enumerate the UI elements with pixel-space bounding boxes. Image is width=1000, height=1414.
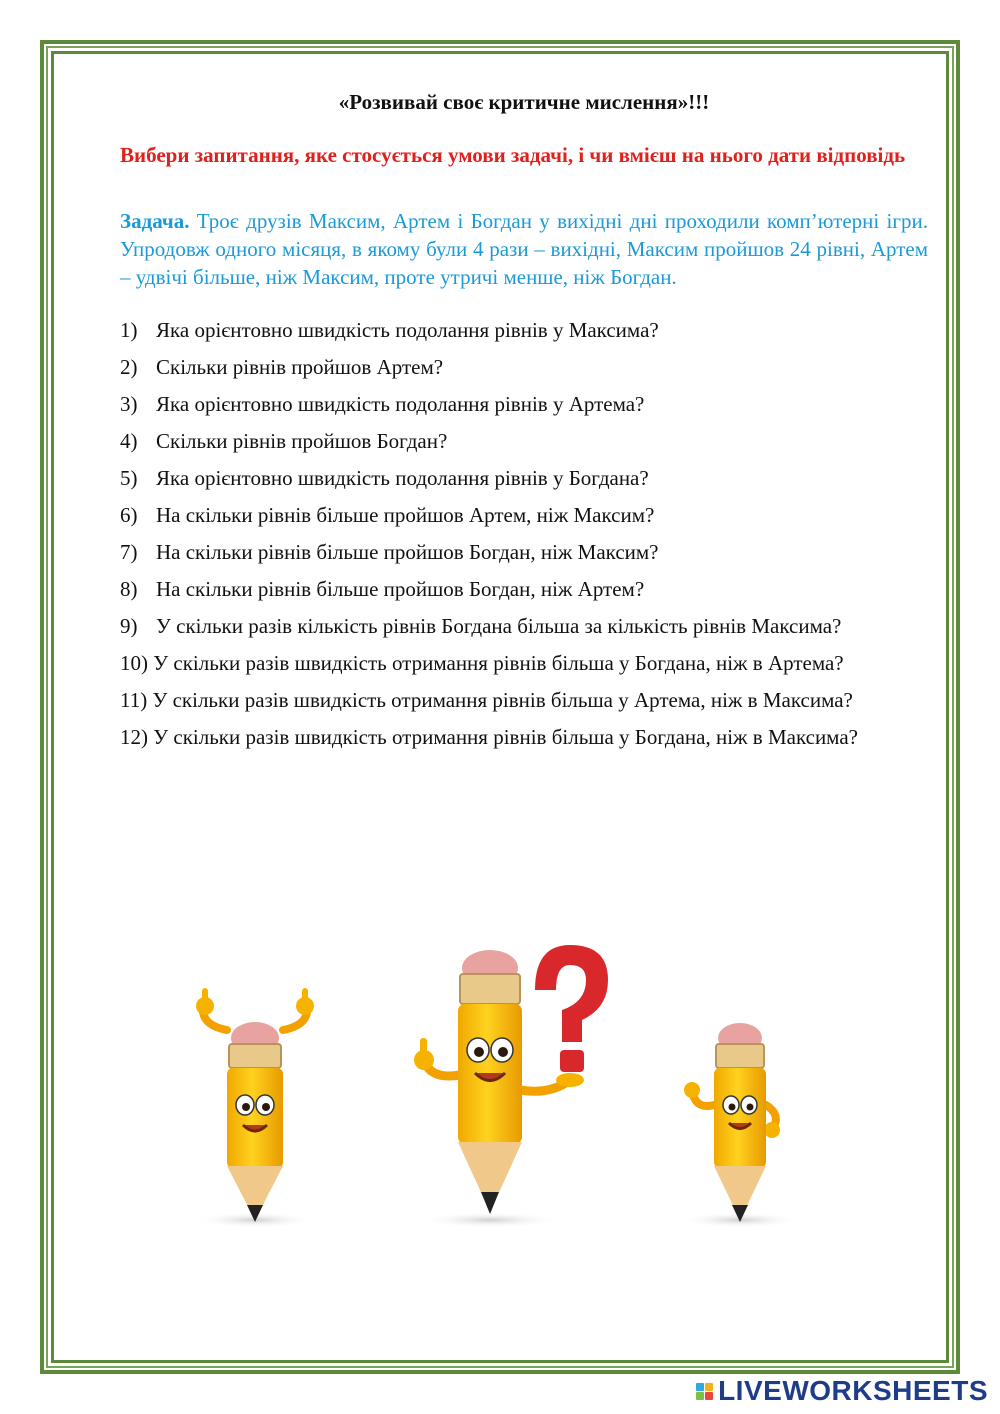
task-text: Троє друзів Максим, Артем і Богдан у вихідні дні проходили комп’ютерні ігри. Упродовж одного місяця, в якому були 4 рази – вихідні, Максим пройшов 24 рівні, Артем – удвічі більше, ніж Максим, проте утричі менше, ніж Богдан. bbox=[120, 209, 928, 289]
question-item bbox=[120, 354, 928, 380]
question-item bbox=[120, 613, 928, 639]
liveworksheets-brand-text: LIVEWORKSHEETS bbox=[718, 1375, 988, 1406]
question-item bbox=[120, 724, 928, 750]
question-number: 3) bbox=[120, 392, 138, 416]
question-item bbox=[120, 539, 928, 565]
question-text: Скільки рівнів пройшов Богдан? bbox=[156, 429, 448, 453]
pencil-characters-illustration bbox=[0, 930, 1000, 1240]
question-text: Яка орієнтовно швидкість подолання рівнів у Максима? bbox=[156, 318, 659, 342]
question-text: У скільки разів швидкість отримання рівнів більша у Богдана, ніж в Максима? bbox=[153, 725, 858, 749]
instruction-text: Вибери запитання, яке стосується умови задачі, і чи вмієш на нього дати відповідь bbox=[120, 143, 906, 167]
question-number: 4) bbox=[120, 429, 138, 453]
question-number: 1) bbox=[120, 318, 138, 342]
question-item bbox=[120, 650, 928, 676]
question-number: 9) bbox=[120, 614, 138, 638]
question-text: Яка орієнтовно швидкість подолання рівнів у Артема? bbox=[156, 392, 645, 416]
question-text: На скільки рівнів більше пройшов Богдан, ніж Максим? bbox=[156, 540, 659, 564]
question-text: Яка орієнтовно швидкість подолання рівнів у Богдана? bbox=[156, 466, 649, 490]
worksheet-title: «Розвивай своє критичне мислення»!!! bbox=[338, 90, 710, 114]
question-item bbox=[120, 576, 928, 602]
question-item bbox=[120, 465, 928, 491]
question-text: У скільки разів швидкість отримання рівнів більша у Артема, ніж в Максима? bbox=[152, 688, 853, 712]
question-list bbox=[120, 317, 928, 750]
question-text: На скільки рівнів більше пройшов Артем, ніж Максим? bbox=[156, 503, 655, 527]
question-item bbox=[120, 391, 928, 417]
question-item bbox=[120, 687, 928, 713]
question-text: У скільки разів швидкість отримання рівнів більша у Богдана, ніж в Артема? bbox=[153, 651, 844, 675]
question-item bbox=[120, 428, 928, 454]
task-paragraph bbox=[120, 207, 928, 291]
pencil-thumbs-up-icon bbox=[195, 988, 315, 1228]
question-text: У скільки разів кількість рівнів Богдана більша за кількість рівнів Максима? bbox=[156, 614, 842, 638]
question-number: 10) bbox=[120, 651, 148, 675]
question-item bbox=[120, 502, 928, 528]
question-text: Скільки рівнів пройшов Артем? bbox=[156, 355, 444, 379]
pencil-waving-icon bbox=[680, 1023, 800, 1228]
question-number: 5) bbox=[120, 466, 138, 490]
question-number: 6) bbox=[120, 503, 138, 527]
task-label: Задача. bbox=[120, 209, 190, 233]
question-number: 2) bbox=[120, 355, 138, 379]
liveworksheets-badge-icon bbox=[696, 1383, 713, 1400]
question-number: 8) bbox=[120, 577, 138, 601]
question-text: На скільки рівнів більше пройшов Богдан, ніж Артем? bbox=[156, 577, 645, 601]
question-item bbox=[120, 317, 928, 343]
question-number: 7) bbox=[120, 540, 138, 564]
pencil-question-mark-icon bbox=[414, 945, 608, 1228]
question-number: 11) bbox=[120, 688, 148, 712]
liveworksheets-logo[interactable] bbox=[696, 1376, 988, 1406]
question-number: 12) bbox=[120, 725, 148, 749]
worksheet-content bbox=[120, 88, 928, 761]
